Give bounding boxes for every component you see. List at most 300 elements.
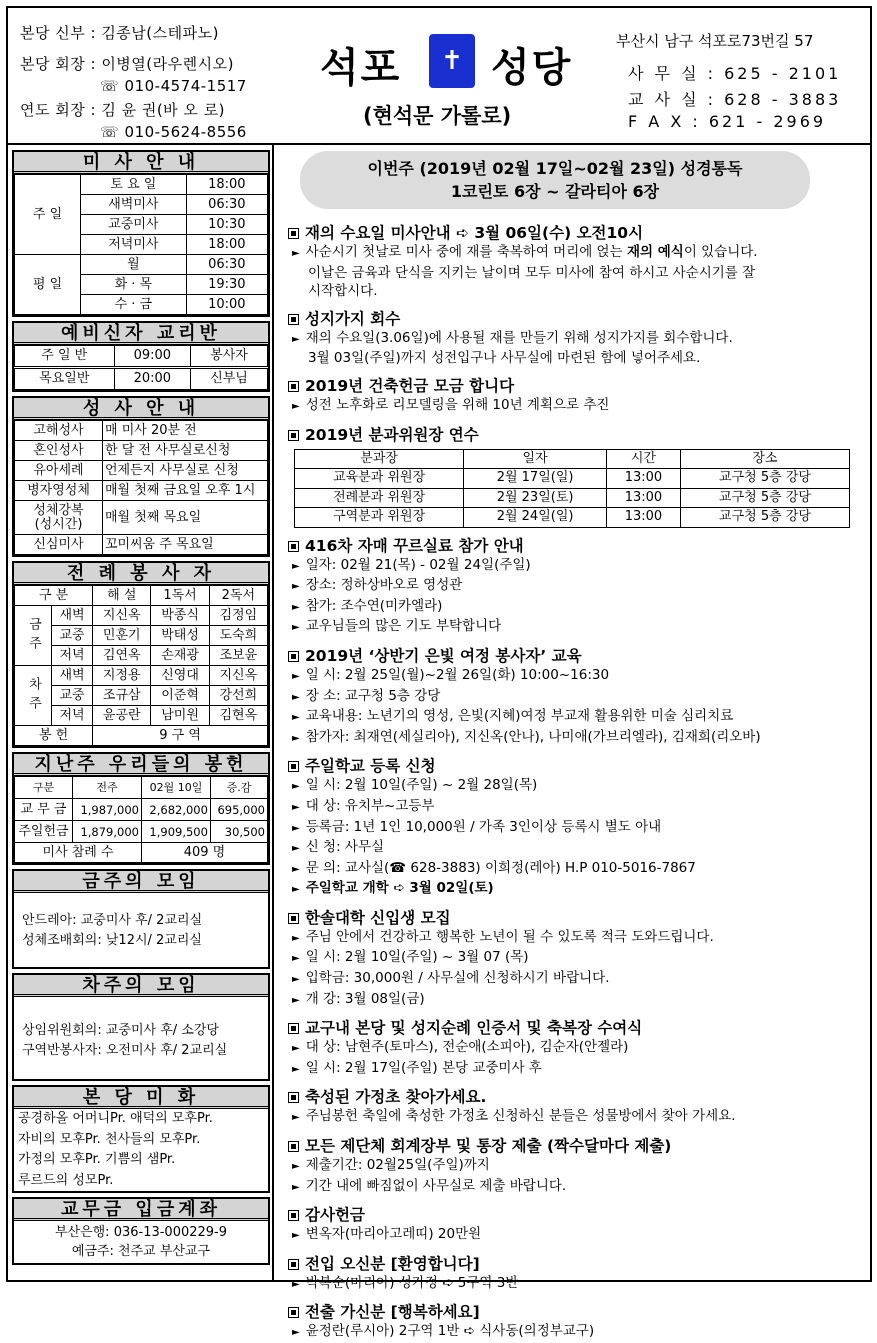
office-phone: 사 무 실 : 625 - 2101 — [628, 64, 842, 83]
triangle-bullet-icon: ► — [292, 953, 300, 965]
bullet-text: 주일학교 개학 ➪ 3월 02일(토) — [305, 880, 494, 897]
notice-title-text: 모든 제단체 회계장부 및 통장 제출 (짝수달마다 제출) — [305, 1137, 672, 1156]
mass-time: 10:00 — [186, 295, 267, 315]
bullet-continuation: 이날은 금육과 단식을 지키는 날이며 모두 미사에 참여 하시고 사순시기를 잘 — [308, 264, 756, 281]
square-bullet-icon — [288, 913, 299, 924]
liturgy-header: 2독서 — [209, 586, 267, 606]
bullet-text: 재의 수요일(3.06일)에 사용될 재를 만들기 위해 성지가지를 회수합니다. — [305, 329, 733, 346]
bullet-text: 사순시기 첫날로 미사 중에 재를 축복하여 머리에 얹는 — [305, 244, 627, 260]
notice-bullet — [288, 990, 870, 1011]
liturgy-row — [15, 706, 268, 726]
bullet-text: 신 청: 사무실 — [305, 839, 385, 856]
this-meeting-title: 금주의 모임 — [14, 871, 268, 893]
bullet-text: 장소: 정하상바오로 영성관 — [305, 577, 463, 594]
triangle-bullet-icon: ► — [292, 248, 300, 259]
server-name: 지신옥 — [93, 606, 151, 626]
district-president: 연도 회장 : 김 윤 권(바 오 로) — [20, 101, 226, 119]
server-name: 윤공란 — [93, 706, 151, 726]
mass-type: 교중 — [52, 686, 93, 706]
triangle-bullet-icon: ► — [292, 1043, 300, 1055]
liturgy-title: 전 례 봉 사 자 — [14, 563, 268, 585]
mass-time: 18:00 — [186, 235, 267, 255]
meeting-line: 구역반봉사자: 오전미사 후/ 2교리실 — [22, 1043, 228, 1058]
liturgy-row — [15, 686, 268, 706]
square-bullet-icon — [288, 1307, 299, 1318]
table-header: 장소 — [680, 449, 849, 469]
notice-title — [288, 1302, 870, 1322]
offering-amount: 695,000 — [210, 799, 267, 821]
sacrament-name: 병자영성체 — [15, 481, 103, 501]
sacrament-info — [12, 396, 270, 557]
notice-title-text: 전출 가신분 [행복하세요] — [305, 1303, 480, 1322]
mass-type: 저녁 — [52, 706, 93, 726]
server-name: 민훈기 — [93, 626, 151, 646]
class-name: 주 일 반 — [15, 346, 115, 368]
class-time: 09:00 — [114, 346, 191, 368]
mass-time: 18:00 — [186, 175, 267, 195]
sacrament-detail: 언제든지 사무실로 신청 — [103, 461, 268, 481]
square-bullet-icon — [288, 541, 299, 552]
church-name-right: 성당 — [491, 45, 573, 91]
left-column — [8, 145, 274, 1282]
liturgy-header: 해 설 — [93, 586, 151, 606]
triangle-bullet-icon: ► — [292, 884, 300, 896]
meeting-line: 상임위원회의: 교중미사 후/ 소강당 — [22, 1023, 219, 1038]
table-cell: 13:00 — [606, 508, 680, 528]
sacrament-row — [15, 461, 268, 481]
notice-section — [288, 908, 870, 1010]
triangle-bullet-icon: ► — [292, 400, 300, 412]
table-row — [295, 469, 850, 489]
bullet-text: 박복순(마리아) 성가정 ➪ 5구역 3반 — [305, 1274, 519, 1291]
notice-section — [288, 1205, 870, 1246]
mass-type: 저녁 — [52, 646, 93, 666]
this-week-label: 금주 — [15, 606, 52, 666]
flower-line: 루르드의 성모Pr. — [18, 1172, 114, 1188]
sacrament-row — [15, 421, 268, 441]
square-bullet-icon — [288, 651, 299, 662]
liturgy-table — [14, 585, 268, 746]
table-cell: 교구청 5층 강당 — [680, 469, 849, 489]
server-name: 지신옥 — [209, 666, 267, 686]
notice-bullet — [288, 838, 870, 859]
bullet-continuation: 3월 03일(주일)까지 성전입구나 사무실에 마련된 함에 넣어주세요. — [308, 350, 701, 367]
flower-line: 자비의 모후Pr. 천사들의 모후Pr. — [18, 1131, 201, 1147]
notice-bullet — [288, 1107, 870, 1128]
offering-type: 주일헌금 — [15, 821, 73, 843]
notice-bullet — [288, 728, 870, 749]
notice-bullet — [288, 556, 870, 577]
triangle-bullet-icon: ► — [292, 781, 300, 793]
fax: F A X : 621 - 2969 — [628, 112, 827, 131]
mass-time: 06:30 — [186, 195, 267, 215]
notice-bullet — [288, 1038, 870, 1059]
table-cell: 2월 23일(토) — [464, 488, 607, 508]
liturgy-servers — [12, 561, 270, 748]
this-week-meeting — [12, 869, 270, 969]
district-phone: ☏ 010-5624-8556 — [100, 123, 247, 141]
server-name: 강선희 — [209, 686, 267, 706]
mass-name: 교중미사 — [81, 215, 187, 235]
notice-bullet — [288, 1322, 870, 1343]
triangle-bullet-icon: ► — [292, 994, 300, 1006]
notice-bullet — [288, 818, 870, 839]
liturgy-row — [15, 666, 268, 686]
sacrament-row — [15, 535, 268, 555]
server-name: 김현옥 — [209, 706, 267, 726]
meeting-line: 안드레아: 교중미사 후/ 2교리실 — [22, 913, 203, 928]
notice-title — [288, 425, 870, 445]
table-cell: 2월 17일(일) — [464, 469, 607, 489]
mass-type: 새벽 — [52, 606, 93, 626]
notice-section — [288, 425, 870, 528]
notice-bullet — [288, 1156, 870, 1177]
class-time: 20:00 — [114, 368, 191, 390]
flowers-title: 본 당 미 화 — [14, 1087, 268, 1109]
bullet-text: 윤정란(루시아) 2구역 1반 ➪ 식사동(의정부교구) — [305, 1323, 595, 1340]
notice-title-text: 2019년 건축헌금 모금 합니다 — [305, 376, 515, 395]
table-row — [295, 508, 850, 528]
bulletin-page — [6, 6, 872, 1340]
mass-name: 저녁미사 — [81, 235, 187, 255]
triangle-bullet-icon: ► — [292, 1230, 300, 1242]
square-bullet-icon — [288, 314, 299, 325]
bible-reading-banner — [300, 151, 810, 209]
offering-header: 02월 10일 — [141, 777, 210, 799]
triangle-bullet-icon: ► — [292, 1112, 300, 1124]
mass-name: 새벽미사 — [81, 195, 187, 215]
triangle-bullet-icon: ► — [292, 932, 300, 944]
offering-header: 전주 — [73, 777, 142, 799]
next-week-meeting — [12, 973, 270, 1081]
table-cell: 13:00 — [606, 469, 680, 489]
bullet-text: 장 소: 교구청 5층 강당 — [305, 687, 441, 704]
table-cell: 13:00 — [606, 488, 680, 508]
server-name: 박종식 — [151, 606, 209, 626]
next-week-label: 차주 — [15, 666, 52, 726]
mass-name: 토 요 일 — [81, 175, 187, 195]
committee-table — [294, 449, 850, 528]
catechumen-table — [14, 345, 268, 390]
notice-title — [288, 1254, 870, 1274]
table-cell: 교구청 5층 강당 — [680, 508, 849, 528]
next-meeting-title: 차주의 모임 — [14, 975, 268, 997]
notice-bullet — [288, 576, 870, 597]
mass-name: 화 · 목 — [81, 275, 187, 295]
liturgy-row — [15, 626, 268, 646]
square-bullet-icon — [288, 1141, 299, 1152]
last-week-offering — [12, 752, 270, 865]
bullet-continuation: 시작합시다. — [308, 283, 378, 300]
notice-title-text: 감사헌금 — [305, 1206, 365, 1225]
notice-title — [288, 376, 870, 396]
notice-title — [288, 536, 870, 556]
notice-title — [288, 1087, 870, 1107]
sacrament-name: 혼인성사 — [15, 441, 103, 461]
notice-title — [288, 1018, 870, 1038]
offering-header: 구분 — [15, 777, 73, 799]
offering-district: 9 구 역 — [93, 726, 268, 746]
square-bullet-icon — [288, 228, 299, 239]
liturgy-row — [15, 646, 268, 666]
mass-name: 수 · 금 — [81, 295, 187, 315]
server-name: 손재광 — [151, 646, 209, 666]
triangle-bullet-icon: ► — [292, 822, 300, 834]
notice-title — [288, 1136, 870, 1156]
notice-bullet — [288, 776, 870, 797]
notice-bullet — [288, 1225, 870, 1246]
attendance-label: 미사 참례 수 — [15, 843, 142, 863]
mass-type: 새벽 — [52, 666, 93, 686]
president: 본당 회장 : 이병열(라우렌시오) — [20, 55, 234, 73]
sacrament-table — [14, 420, 268, 555]
mass-time: 10:30 — [186, 215, 267, 235]
weekday-label: 평 일 — [15, 255, 81, 315]
bullet-text: 참가자: 최재연(세실리아), 지신옥(안나), 나미애(가브리엘라), 김재희(리오바) — [305, 728, 761, 745]
notice-bullet — [288, 1059, 870, 1080]
triangle-bullet-icon: ► — [292, 691, 300, 703]
square-bullet-icon — [288, 1092, 299, 1103]
server-name: 도숙희 — [209, 626, 267, 646]
catechumen-title: 예비신자 교리반 — [14, 323, 268, 345]
table-cell: 전례분과 위원장 — [295, 488, 464, 508]
notice-section — [288, 309, 870, 368]
sacrament-row — [15, 481, 268, 501]
donation-account — [12, 1197, 270, 1265]
teachers-phone: 교 사 실 : 628 - 3883 — [628, 90, 842, 109]
sacrament-row — [15, 441, 268, 461]
notice-bullet — [288, 1177, 870, 1198]
notice-bullet — [288, 948, 870, 969]
header — [8, 8, 870, 145]
notice-section — [288, 756, 870, 900]
notice-bullet — [288, 707, 870, 728]
bullet-text: 변옥자(마리아고레띠) 20만원 — [305, 1226, 482, 1243]
mass-name: 월 — [81, 255, 187, 275]
server-name: 박태성 — [151, 626, 209, 646]
offering-label: 봉 헌 — [15, 726, 93, 746]
notice-bullet — [288, 928, 870, 949]
triangle-bullet-icon: ► — [292, 333, 300, 345]
offering-table — [14, 776, 268, 863]
offering-amount: 30,500 — [210, 821, 267, 843]
meeting-line: 성체조배회의: 낮12시/ 2교리실 — [22, 933, 202, 948]
bullet-text: 재의 예식 — [626, 244, 684, 260]
notice-bullet — [288, 969, 870, 990]
offering-amount: 1,909,500 — [141, 821, 210, 843]
class-teacher: 봉사자 — [191, 346, 268, 368]
notice-section — [288, 1254, 870, 1295]
church-name-left: 석포 — [320, 45, 402, 91]
president-phone: ☏ 010-4574-1517 — [100, 77, 247, 95]
notice-title — [288, 646, 870, 666]
sacrament-name: 고해성사 — [15, 421, 103, 441]
table-cell: 교육분과 위원장 — [295, 469, 464, 489]
account-title: 교무금 입금계좌 — [14, 1199, 268, 1221]
triangle-bullet-icon: ► — [292, 1278, 300, 1290]
notice-title-text: 교구내 본당 및 성지순례 인증서 및 축복장 수여식 — [305, 1019, 643, 1038]
offering-amount: 1,879,000 — [73, 821, 142, 843]
triangle-bullet-icon: ► — [292, 863, 300, 875]
notices — [278, 223, 870, 1343]
table-cell: 2월 24일(일) — [464, 508, 607, 528]
notice-title — [288, 309, 870, 329]
table-header: 분과장 — [295, 449, 464, 469]
bullet-text: 성전 노후화로 리모델링을 위해 10년 계획으로 추진 — [305, 396, 610, 413]
triangle-bullet-icon: ► — [292, 601, 300, 613]
server-name: 신영대 — [151, 666, 209, 686]
notice-bullet — [288, 666, 870, 687]
altar-flowers — [12, 1085, 270, 1193]
mass-schedule — [12, 150, 270, 317]
triangle-bullet-icon: ► — [292, 560, 300, 572]
server-name: 김정임 — [209, 606, 267, 626]
mass-table — [14, 174, 268, 315]
notice-title-text: 416차 자매 꾸르실료 참가 안내 — [305, 536, 524, 555]
liturgy-header: 구 분 — [15, 586, 93, 606]
notice-bullet — [288, 329, 870, 350]
square-bullet-icon — [288, 761, 299, 772]
notice-bullet — [288, 396, 870, 417]
sacrament-detail: 한 달 전 사무실로신청 — [103, 441, 268, 461]
offering-title: 지난주 우리들의 봉헌 — [14, 754, 268, 776]
sacrament-detail: 매월 첫째 금요일 오후 1시 — [103, 481, 268, 501]
pastor: 본당 신부 : 김종남(스테파노) — [20, 24, 219, 42]
server-name: 김연옥 — [93, 646, 151, 666]
bullet-text: 대 상: 유치부~고등부 — [305, 797, 435, 814]
bullet-text: 주님봉헌 축일에 축성한 가정초 신청하신 분들은 성물방에서 찾아 가세요. — [305, 1108, 736, 1125]
notice-title — [288, 908, 870, 928]
triangle-bullet-icon: ► — [292, 670, 300, 682]
square-bullet-icon — [288, 1259, 299, 1270]
triangle-bullet-icon: ► — [292, 581, 300, 593]
address: 부산시 남구 석포로73번길 57 — [616, 32, 814, 50]
notice-title-text: 축성된 가정초 찾아가세요. — [305, 1088, 487, 1107]
notice-section — [288, 536, 870, 638]
notice-bullet — [288, 597, 870, 618]
sunday-label: 주 일 — [15, 175, 81, 255]
attendance-count: 409 명 — [141, 843, 267, 863]
flower-line: 공경하올 어머니Pr. 애덕의 모후Pr. — [18, 1111, 213, 1126]
notice-bullet — [288, 617, 870, 638]
mass-time: 06:30 — [186, 255, 267, 275]
mass-type: 교중 — [52, 626, 93, 646]
notice-title-text: 전입 오신분 [환영합니다] — [305, 1254, 480, 1273]
bullet-text: 일 시: 2월 10일(주일) ~ 3월 07 (목) — [305, 949, 529, 966]
mass-time: 19:30 — [186, 275, 267, 295]
table-header: 일자 — [464, 449, 607, 469]
notice-bullet — [288, 797, 870, 818]
bible-week: 이번주 (2019년 02월 17일~02월 23일) 성경통독 — [367, 159, 743, 178]
table-row — [295, 488, 850, 508]
bullet-text: 주님 안에서 건강하고 행복한 노년이 될 수 있도록 적극 도와드립니다. — [305, 928, 714, 945]
bible-range: 1코린토 6장 ~ 갈라티아 6장 — [450, 182, 660, 201]
notice-section — [288, 376, 870, 417]
flower-line: 가정의 모후Pr. 기쁨의 샘Pr. — [18, 1152, 176, 1167]
notice-title — [288, 223, 870, 243]
sacrament-row — [15, 501, 268, 535]
square-bullet-icon — [288, 430, 299, 441]
square-bullet-icon — [288, 381, 299, 392]
church-logo-icon: ✝ — [429, 34, 475, 88]
bullet-text: 기간 내에 빠짐없이 사무실로 제출 바랍니다. — [305, 1177, 567, 1194]
notice-bullet — [288, 1274, 870, 1295]
bullet-text: 문 의: 교사실(☎ 628-3883) 이희정(레아) H.P 010-5016-7867 — [305, 859, 696, 876]
notice-section — [288, 1136, 870, 1197]
notice-title-text: 2019년 ‘상반기 은빛 여정 봉사자’ 교육 — [305, 646, 582, 665]
triangle-bullet-icon: ► — [292, 712, 300, 724]
sacrament-name: 유아세례 — [15, 461, 103, 481]
bullet-text: 입학금: 30,000원 / 사무실에 신청하시기 바랍니다. — [305, 970, 610, 987]
bullet-text: 개 강: 3월 08일(금) — [305, 990, 425, 1007]
class-teacher: 신부님 — [191, 368, 268, 390]
square-bullet-icon — [288, 1023, 299, 1034]
mass-title: 미 사 안 내 — [14, 152, 268, 174]
church-subtitle: (현석문 가롤로) — [363, 104, 512, 128]
table-header: 시간 — [606, 449, 680, 469]
sacrament-detail: 매월 첫째 목요일 — [103, 501, 268, 535]
notice-bullet — [288, 859, 870, 880]
triangle-bullet-icon: ► — [292, 1181, 300, 1193]
bullet-text: 제출기간: 02월25일(주일)까지 — [305, 1157, 490, 1174]
table-cell: 구역분과 위원장 — [295, 508, 464, 528]
notice-title-text: 한솔대학 신입생 모집 — [305, 908, 451, 927]
notice-section — [288, 1018, 870, 1079]
triangle-bullet-icon: ► — [292, 1327, 300, 1339]
triangle-bullet-icon: ► — [292, 843, 300, 855]
triangle-bullet-icon: ► — [292, 1063, 300, 1075]
triangle-bullet-icon: ► — [292, 622, 300, 634]
right-column — [278, 145, 870, 1343]
notice-bullet — [288, 879, 870, 900]
liturgy-row — [15, 606, 268, 626]
notice-bullet — [288, 243, 870, 264]
bullet-text: 교우님들의 많은 기도 부탁합니다 — [305, 618, 502, 635]
notice-title — [288, 1205, 870, 1225]
triangle-bullet-icon: ► — [292, 732, 300, 744]
sacrament-name: 신심미사 — [15, 535, 103, 555]
notice-title-text: 성지가지 회수 — [305, 309, 401, 328]
bank-account: 부산은행: 036-13-000229-9 — [54, 1225, 228, 1240]
notice-title-text: 주일학교 등록 신청 — [305, 757, 436, 776]
bullet-text: 일 시: 2월 17일(주일) 본당 교중미사 후 — [305, 1059, 542, 1076]
server-name: 지정용 — [93, 666, 151, 686]
server-name: 조규삼 — [93, 686, 151, 706]
bullet-text: 일 시: 2월 25일(월)~2월 26일(화) 10:00~16:30 — [305, 666, 610, 683]
sacrament-name: 성체강복 (성시간) — [15, 501, 103, 535]
notice-bullet — [288, 687, 870, 708]
sacrament-detail: 매 미사 20분 전 — [103, 421, 268, 441]
class-name: 목요일반 — [15, 368, 115, 390]
triangle-bullet-icon: ► — [292, 974, 300, 986]
catechumen-class — [12, 321, 270, 392]
bullet-text: 등록금: 1년 1인 10,000원 / 가족 3인이상 등록시 별도 아내 — [305, 818, 662, 835]
offering-type: 교 무 금 — [15, 799, 73, 821]
offering-amount: 1,987,000 — [73, 799, 142, 821]
bullet-text: 참가: 조수연(미카엘라) — [305, 597, 443, 614]
offering-amount: 2,682,000 — [141, 799, 210, 821]
table-cell: 교구청 5층 강당 — [680, 488, 849, 508]
bullet-text: 일 시: 2월 10일(주일) ~ 2월 28일(목) — [305, 777, 538, 794]
server-name: 이준혁 — [151, 686, 209, 706]
notice-section — [288, 223, 870, 301]
server-name: 조보윤 — [209, 646, 267, 666]
bullet-text: 대 상: 남현주(토마스), 전순애(소피아), 김순자(안젤라) — [305, 1039, 629, 1056]
notice-section — [288, 1302, 870, 1343]
account-holder: 예금주: 천주교 부산교구 — [71, 1244, 211, 1259]
sacrament-title: 성 사 안 내 — [14, 398, 268, 420]
triangle-bullet-icon: ► — [292, 801, 300, 813]
